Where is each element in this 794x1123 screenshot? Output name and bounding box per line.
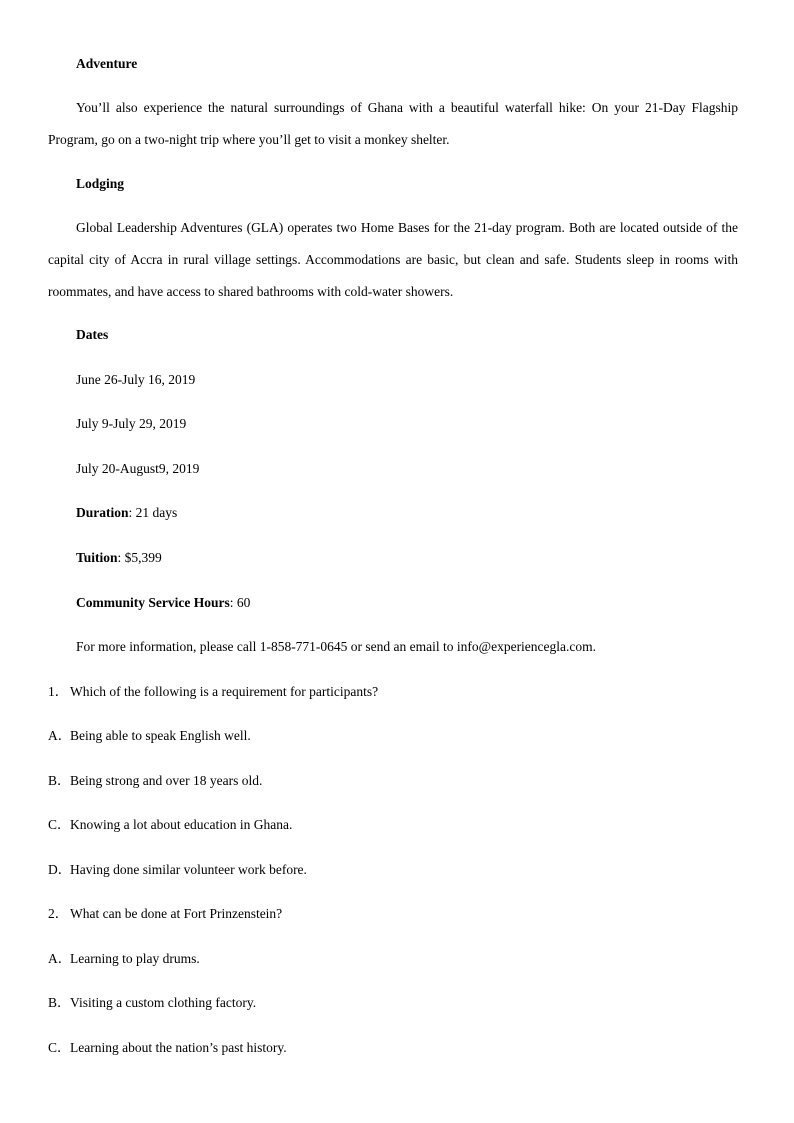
question-1-option-d — [48, 862, 307, 878]
question-number: 1． — [48, 684, 69, 699]
adventure-paragraph: You’ll also experience the natural surroundings of Ghana with a beautiful waterfall hike: On your 21-Day Flagship Program, go on a two-night trip where you’ll get to visit a monkey shelter. — [48, 100, 738, 147]
option-letter: A． — [48, 951, 72, 966]
question-1-option-c — [48, 817, 292, 833]
option-letter: A． — [48, 728, 72, 743]
option-text: Learning about the nation’s past history. — [70, 1040, 287, 1055]
tuition-line — [76, 550, 162, 566]
contact-info: For more information, please call 1-858-771-0645 or send an email to info@experiencegla.com. — [76, 639, 597, 654]
question-1-option-a — [48, 728, 251, 744]
question-2-option-a — [48, 951, 200, 967]
option-text: Being able to speak English well. — [70, 728, 251, 743]
duration-line — [76, 505, 177, 521]
option-text: Learning to play drums. — [70, 951, 200, 966]
lodging-heading: Lodging — [76, 176, 125, 191]
dates-heading: Dates — [76, 327, 109, 342]
question-2 — [48, 906, 282, 922]
date-item: June 26-July 16, 2019 — [76, 372, 196, 387]
option-letter: B． — [48, 995, 71, 1010]
date-item: July 20-August9, 2019 — [76, 461, 200, 476]
tuition-value: : $5,399 — [117, 550, 162, 565]
option-text: Having done similar volunteer work before. — [70, 862, 307, 877]
question-2-option-c — [48, 1040, 287, 1056]
service-hours-label: Community Service Hours — [76, 595, 230, 610]
question-text: Which of the following is a requirement for participants? — [70, 684, 379, 699]
question-number: 2． — [48, 906, 69, 921]
duration-label: Duration — [76, 505, 129, 520]
question-1-option-b — [48, 773, 262, 789]
option-text: Knowing a lot about education in Ghana. — [70, 817, 293, 832]
duration-value: : 21 days — [128, 505, 178, 520]
option-letter: D． — [48, 862, 72, 877]
option-text: Being strong and over 18 years old. — [70, 773, 263, 788]
option-letter: C． — [48, 1040, 71, 1055]
question-1 — [48, 684, 378, 700]
option-letter: B． — [48, 773, 71, 788]
tuition-label: Tuition — [76, 550, 118, 565]
service-hours-value: : 60 — [229, 595, 251, 610]
question-2-option-b — [48, 995, 256, 1011]
service-hours-line — [76, 595, 250, 611]
adventure-heading: Adventure — [76, 56, 138, 71]
option-letter: C． — [48, 817, 71, 832]
lodging-paragraph: Global Leadership Adventures (GLA) operates two Home Bases for the 21-day program. Both are located outside of the capital city of Accra in rural village settings. Accommodations are basic, but clean and safe. Students sleep in rooms with roommates, and have access to shared bathrooms with cold-water showers. — [48, 220, 738, 299]
question-text: What can be done at Fort Prinzenstein? — [70, 906, 283, 921]
option-text: Visiting a custom clothing factory. — [70, 995, 257, 1010]
date-item: July 9-July 29, 2019 — [76, 416, 187, 431]
